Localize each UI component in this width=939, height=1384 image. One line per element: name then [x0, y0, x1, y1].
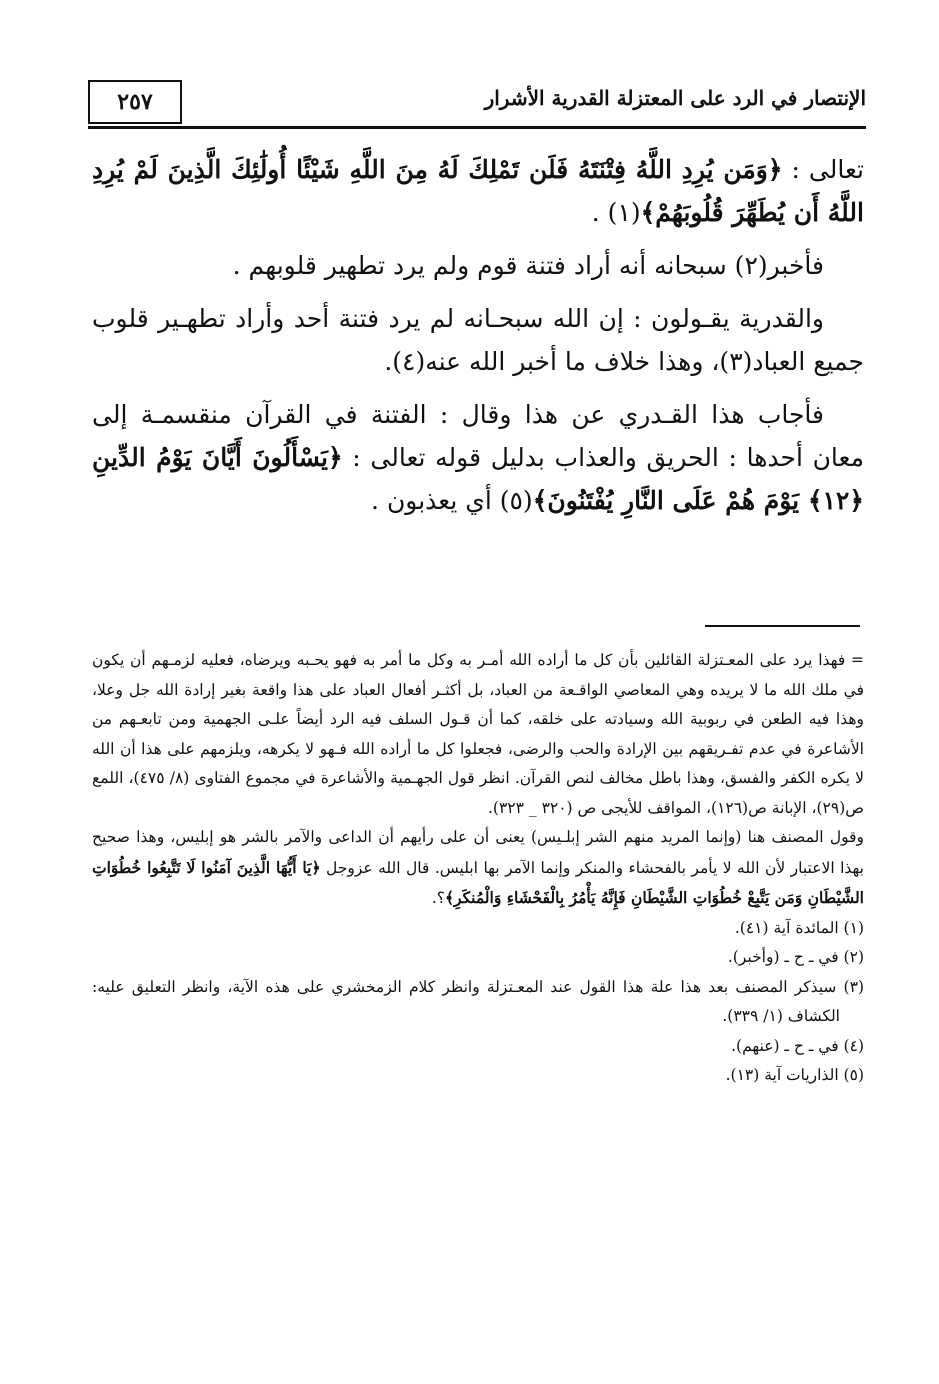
main-text — [92, 148, 864, 532]
paragraph-1 — [92, 148, 864, 234]
cont2-prefix: وقول المصنف هنا (وإنما المريد منهم الشر إبلـيس) يعنى أن على رأيهم أن الداعى والآمر بالشر هو إبليس، وهذا صحيح بهذا الاعتبار لأن الله لا يأمر بالفحشاء والمنكر وإنما الآمر بها ابليس. قال الله عزوجل — [92, 828, 864, 877]
p4-suffix: (٥) أي يعذبون . — [371, 486, 533, 515]
quran-verse-2: ﴿يَسْأَلُونَ أَيَّانَ يَوْمُ الدِّينِ ﴿١٢﴾ يَوْمَ هُمْ عَلَى النَّارِ يُفْتَنُونَ﴾ — [92, 443, 864, 515]
paragraph-4 — [92, 393, 864, 522]
page-header — [88, 80, 866, 130]
paragraph-2: فأخبر(٢) سبحانه أنه أراد فتنة قوم ولم يرد تطهير قلوبهم . — [232, 251, 824, 280]
footnote-continuation-2 — [92, 823, 864, 914]
footnote-4: (٤) في ـ ح ـ (عنهم). — [731, 1036, 864, 1055]
footnote-1: (١) المائدة آية (٤١). — [734, 918, 864, 937]
quran-verse-3: ﴿يَا أَيُّهَا الَّذِينَ آمَنُوا لَا تَتَّبِعُوا خُطُوَاتِ الشَّيْطَانِ وَمَن يَتَّبِعْ خُطُوَاتِ الشَّيْطَانِ فَإِنَّهُ يَأْمُرُ بِالْفَحْشَاءِ وَالْمُنكَرِ﴾ — [92, 857, 864, 907]
footnote-3: (٣) سيذكر المصنف بعد هذا علة هذا القول عند المعـتزلة وانظر كلام الزمخشري على هذه الآية، وانظر التعليق عليه: الكشاف (١/ ٣٣٩). — [92, 977, 864, 1025]
p4-prefix: فأجاب هذا القـدري عن هذا وقال : الفتنة في القرآن منقسمـة إلى معان أحدها : الحريق والعذاب بدليل قوله تعالى : — [92, 400, 864, 472]
footnote-5: (٥) الذاريات آية (١٣). — [725, 1066, 864, 1084]
footnote-separator — [705, 625, 860, 627]
p1-prefix: تعالى : — [782, 155, 864, 184]
header-rule — [88, 126, 866, 129]
footnote-2: (٢) في ـ ح ـ (وأخبر). — [727, 948, 864, 966]
cont2-suffix: ؟. — [431, 889, 445, 907]
quran-verse-1: ﴿وَمَن يُرِدِ اللَّهُ فِتْنَتَهُ فَلَن تَمْلِكَ لَهُ مِنَ اللَّهِ شَيْئًا أُولَٰئِكَ الَّذِينَ لَمْ يُرِدِ اللَّهُ أَن يُطَهِّرَ قُلُوبَهُمْ﴾ — [92, 155, 864, 227]
footnotes — [92, 646, 864, 1091]
paragraph-3: والقدرية يقـولون : إن الله سبحـانه لم يرد فتنة أحد وأراد تطهـير قلوب جميع العباد(٣)، وهذا خلاف ما أخبر الله عنه(٤). — [92, 304, 864, 376]
p1-suffix: (١) . — [591, 198, 641, 227]
footnote-continuation-1: = فهذا يرد على المعـتزلة القائلين بأن كل ما أراده الله أمـر به وكل ما أمر به فهو يحـبه ويرضاه، فعليه لزمـهم أن يكون في ملك الله ما لا يريده وهي المعاصي الواقـعة من العباد، بل أكثـر أفعال العباد على هذا واقعة بغير إرادة الله جل وعلا، وهذا فيه الطعن في ربوبية الله وسيادته على خلقه، كما أن قـول السلف فيه الرد أيضاً علـى الجهمية ومن تابعـهم من الأشاعرة في عدم تفـريقهم بين الإرادة والحب والرضى، فجعلوا كل ما أراده الله فـهو لا يكرهه، ويلزمهم على هذا أن الله لا يكره الكفر والفسق، وهذا باطل مخالف لنص القرآن. انظر قول الجهـمية والأشاعرة في مجموع الفتاوى (٨/ ٤٧٥)، اللمع ص(٢٩)، الإبانة ص(١٢٦)، المواقف للأيجى ص (٣٢٠ _ ٣٢٣). — [92, 651, 864, 817]
page-number: ٢٥٧ — [88, 80, 182, 124]
running-title: الإنتصار في الرد على المعتزلة القدرية الأشرار — [484, 86, 866, 110]
